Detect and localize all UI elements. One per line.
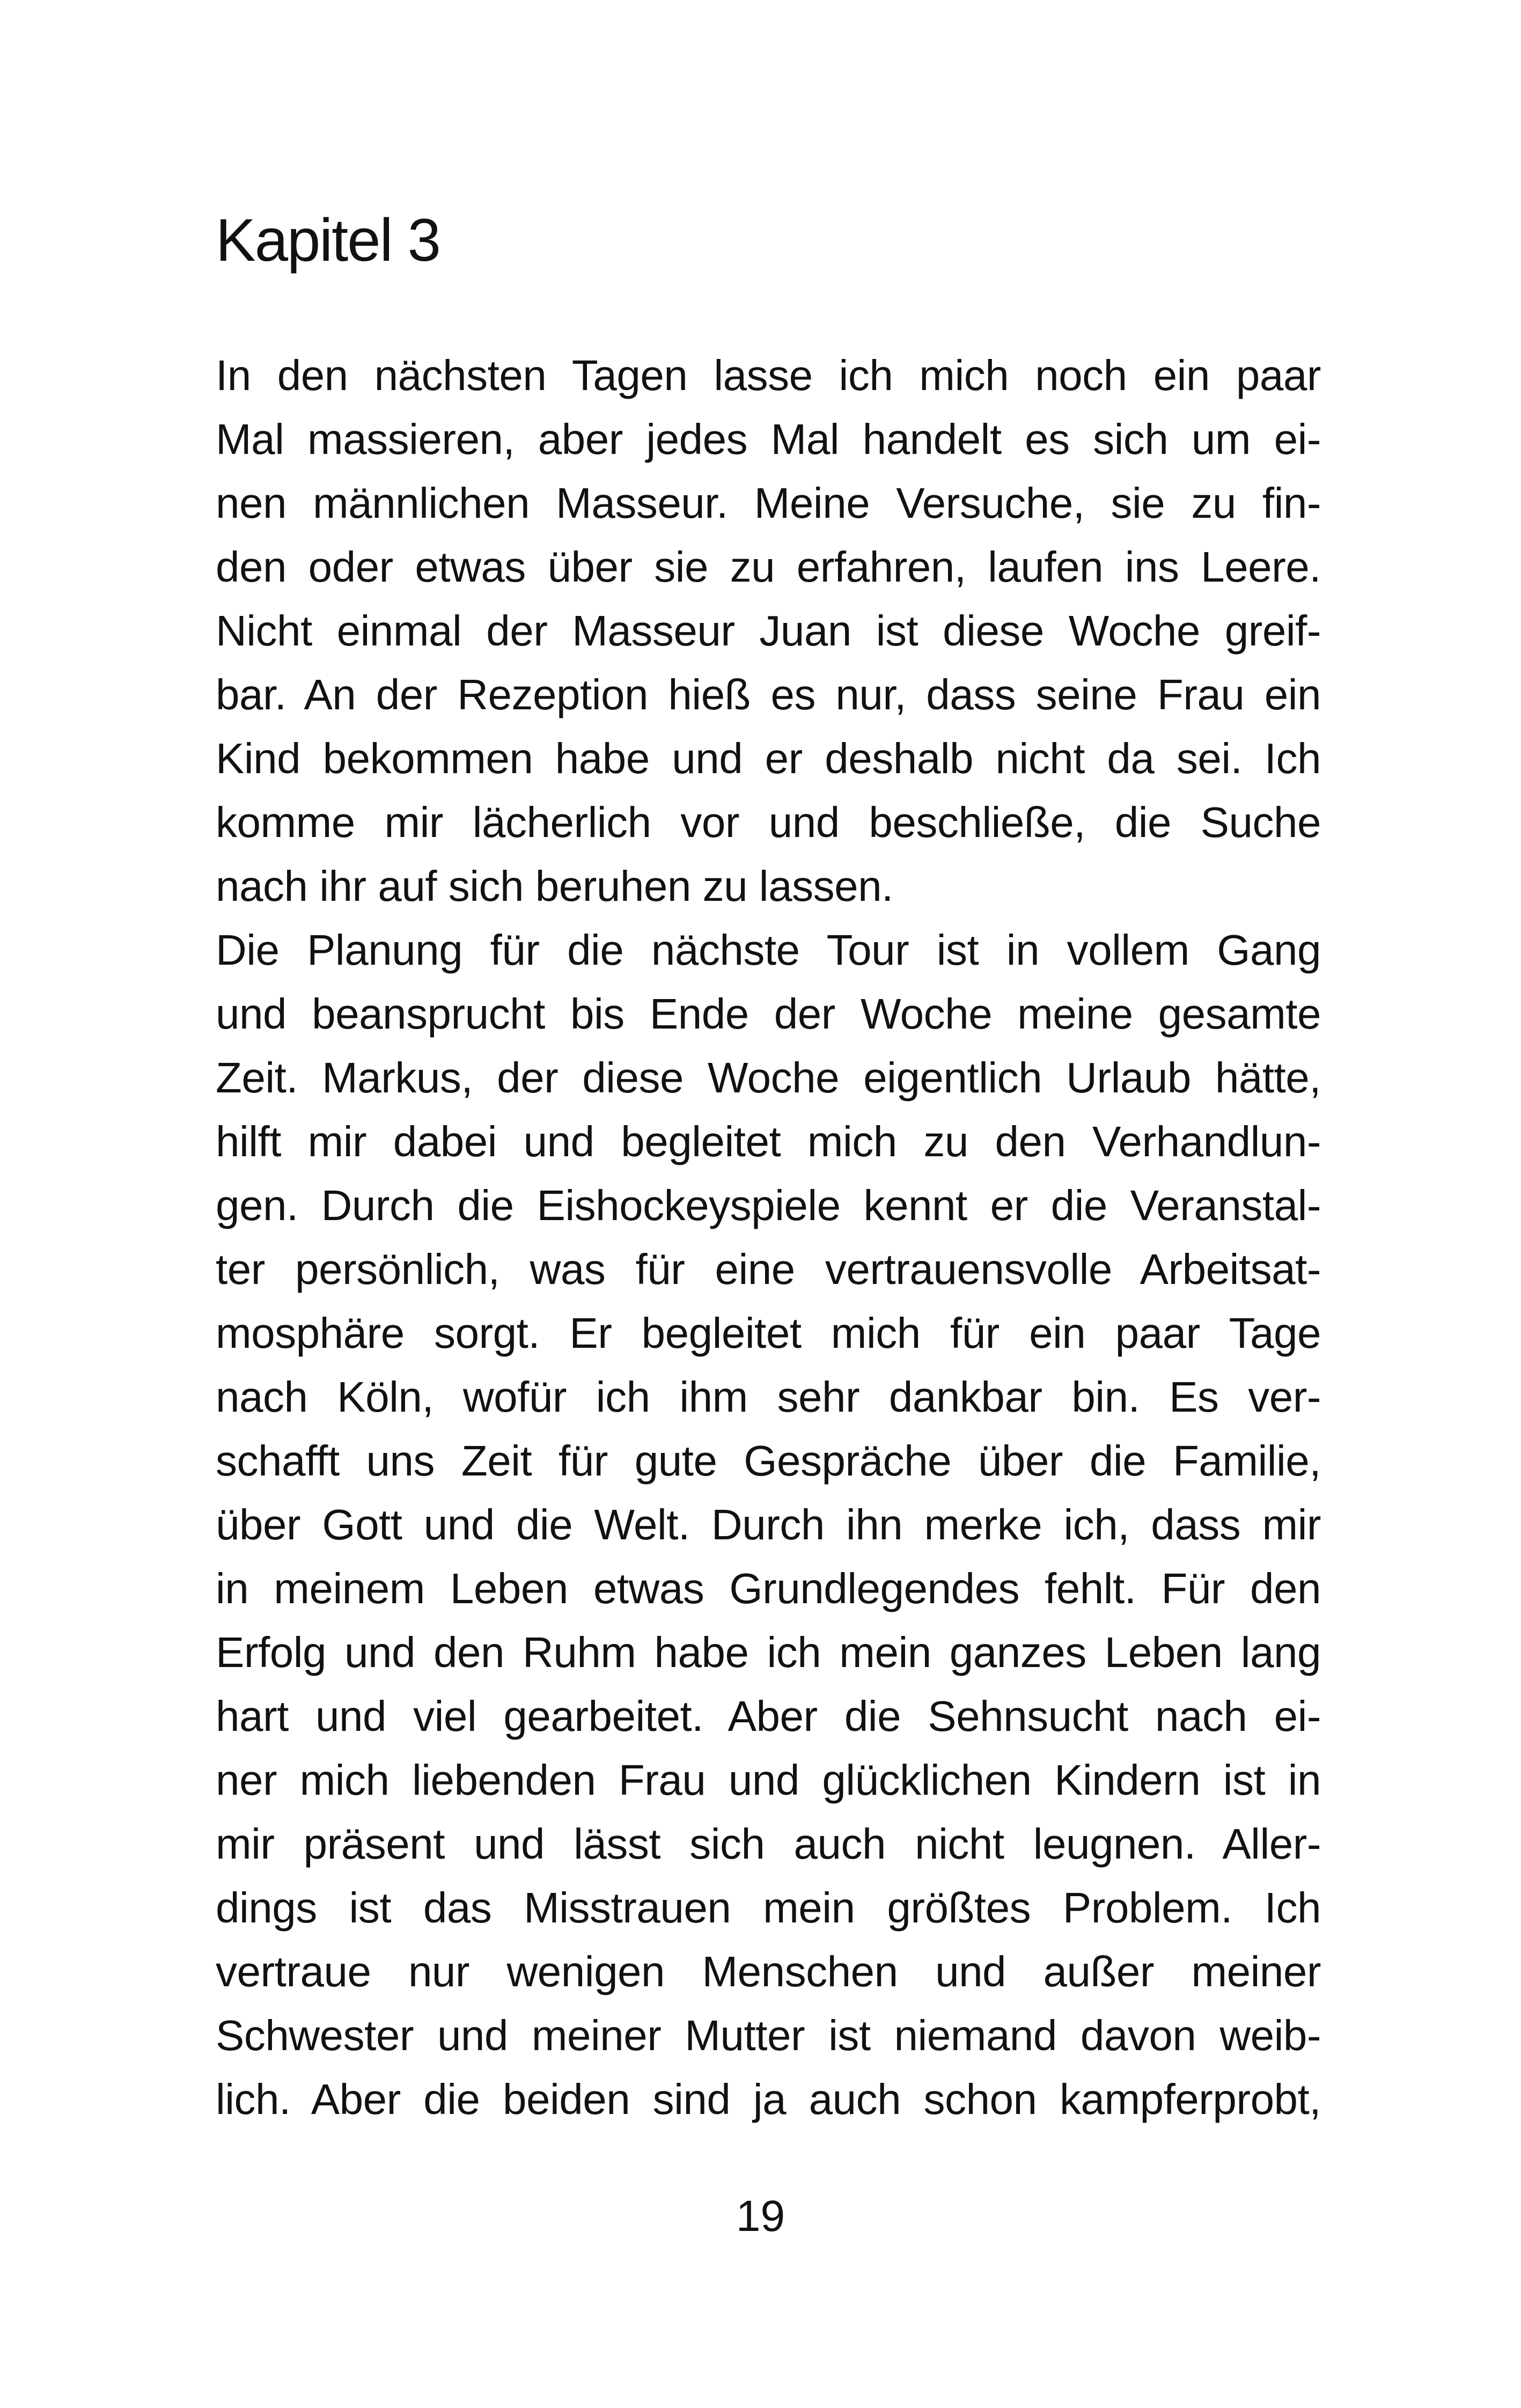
text-line: dings ist das Misstrauen mein größtes Problem. Ich xyxy=(216,1884,1321,1932)
text-line: Kind bekommen habe und er deshalb nicht da sei. Ich xyxy=(216,735,1321,782)
text-line: hilft mir dabei und begleitet mich zu den Verhandlun- xyxy=(216,1118,1321,1165)
text-line: hart und viel gearbeitet. Aber die Sehnsucht nach ei- xyxy=(216,1692,1321,1740)
text-line: Zeit. Markus, der diese Woche eigentlich Urlaub hätte, xyxy=(216,1054,1321,1102)
text-line: schafft uns Zeit für gute Gespräche über die Familie, xyxy=(216,1437,1321,1485)
text-line: mir präsent und lässt sich auch nicht leugnen. Aller- xyxy=(216,1820,1321,1868)
text-line: den oder etwas über sie zu erfahren, laufen ins Leere. xyxy=(216,543,1321,591)
text-line: Nicht einmal der Masseur Juan ist diese Woche greif- xyxy=(216,607,1321,655)
text-line: Erfolg und den Ruhm habe ich mein ganzes Leben lang xyxy=(216,1628,1321,1676)
text-line: vertraue nur wenigen Menschen und außer meiner xyxy=(216,1948,1321,1995)
text-line: komme mir lächerlich vor und beschließe, die Suche xyxy=(216,798,1321,846)
text-line: in meinem Leben etwas Grundlegendes fehlt. Für den xyxy=(216,1565,1321,1612)
text-line: lich. Aber die beiden sind ja auch schon kampferprobt, xyxy=(216,2075,1321,2123)
text-line: mosphäre sorgt. Er begleitet mich für ein paar Tage xyxy=(216,1309,1321,1357)
text-line: nen männlichen Masseur. Meine Versuche, sie zu fin- xyxy=(216,479,1321,527)
chapter-title: Kapitel 3 xyxy=(216,207,440,274)
body-text xyxy=(216,343,1321,2131)
text-line: ner mich liebenden Frau und glücklichen Kindern ist in xyxy=(216,1756,1321,1804)
text-line: Schwester und meiner Mutter ist niemand davon weib- xyxy=(216,2011,1321,2059)
text-line: Die Planung für die nächste Tour ist in vollem Gang xyxy=(216,926,1321,974)
text-line: nach ihr auf sich beruhen zu lassen. xyxy=(216,862,893,910)
text-line: nach Köln, wofür ich ihm sehr dankbar bin. Es ver- xyxy=(216,1373,1321,1421)
text-line: gen. Durch die Eishockeyspiele kennt er die Veranstal- xyxy=(216,1181,1321,1229)
text-line: bar. An der Rezeption hieß es nur, dass seine Frau ein xyxy=(216,671,1321,718)
text-line: Mal massieren, aber jedes Mal handelt es sich um ei- xyxy=(216,415,1321,463)
text-line: ter persönlich, was für eine vertrauensvolle Arbeitsat- xyxy=(216,1245,1321,1293)
text-line: und beansprucht bis Ende der Woche meine gesamte xyxy=(216,990,1321,1038)
text-line: In den nächsten Tagen lasse ich mich noch ein paar xyxy=(216,351,1321,399)
text-line: über Gott und die Welt. Durch ihn merke ich, dass mir xyxy=(216,1501,1321,1548)
page-number: 19 xyxy=(736,2192,785,2241)
